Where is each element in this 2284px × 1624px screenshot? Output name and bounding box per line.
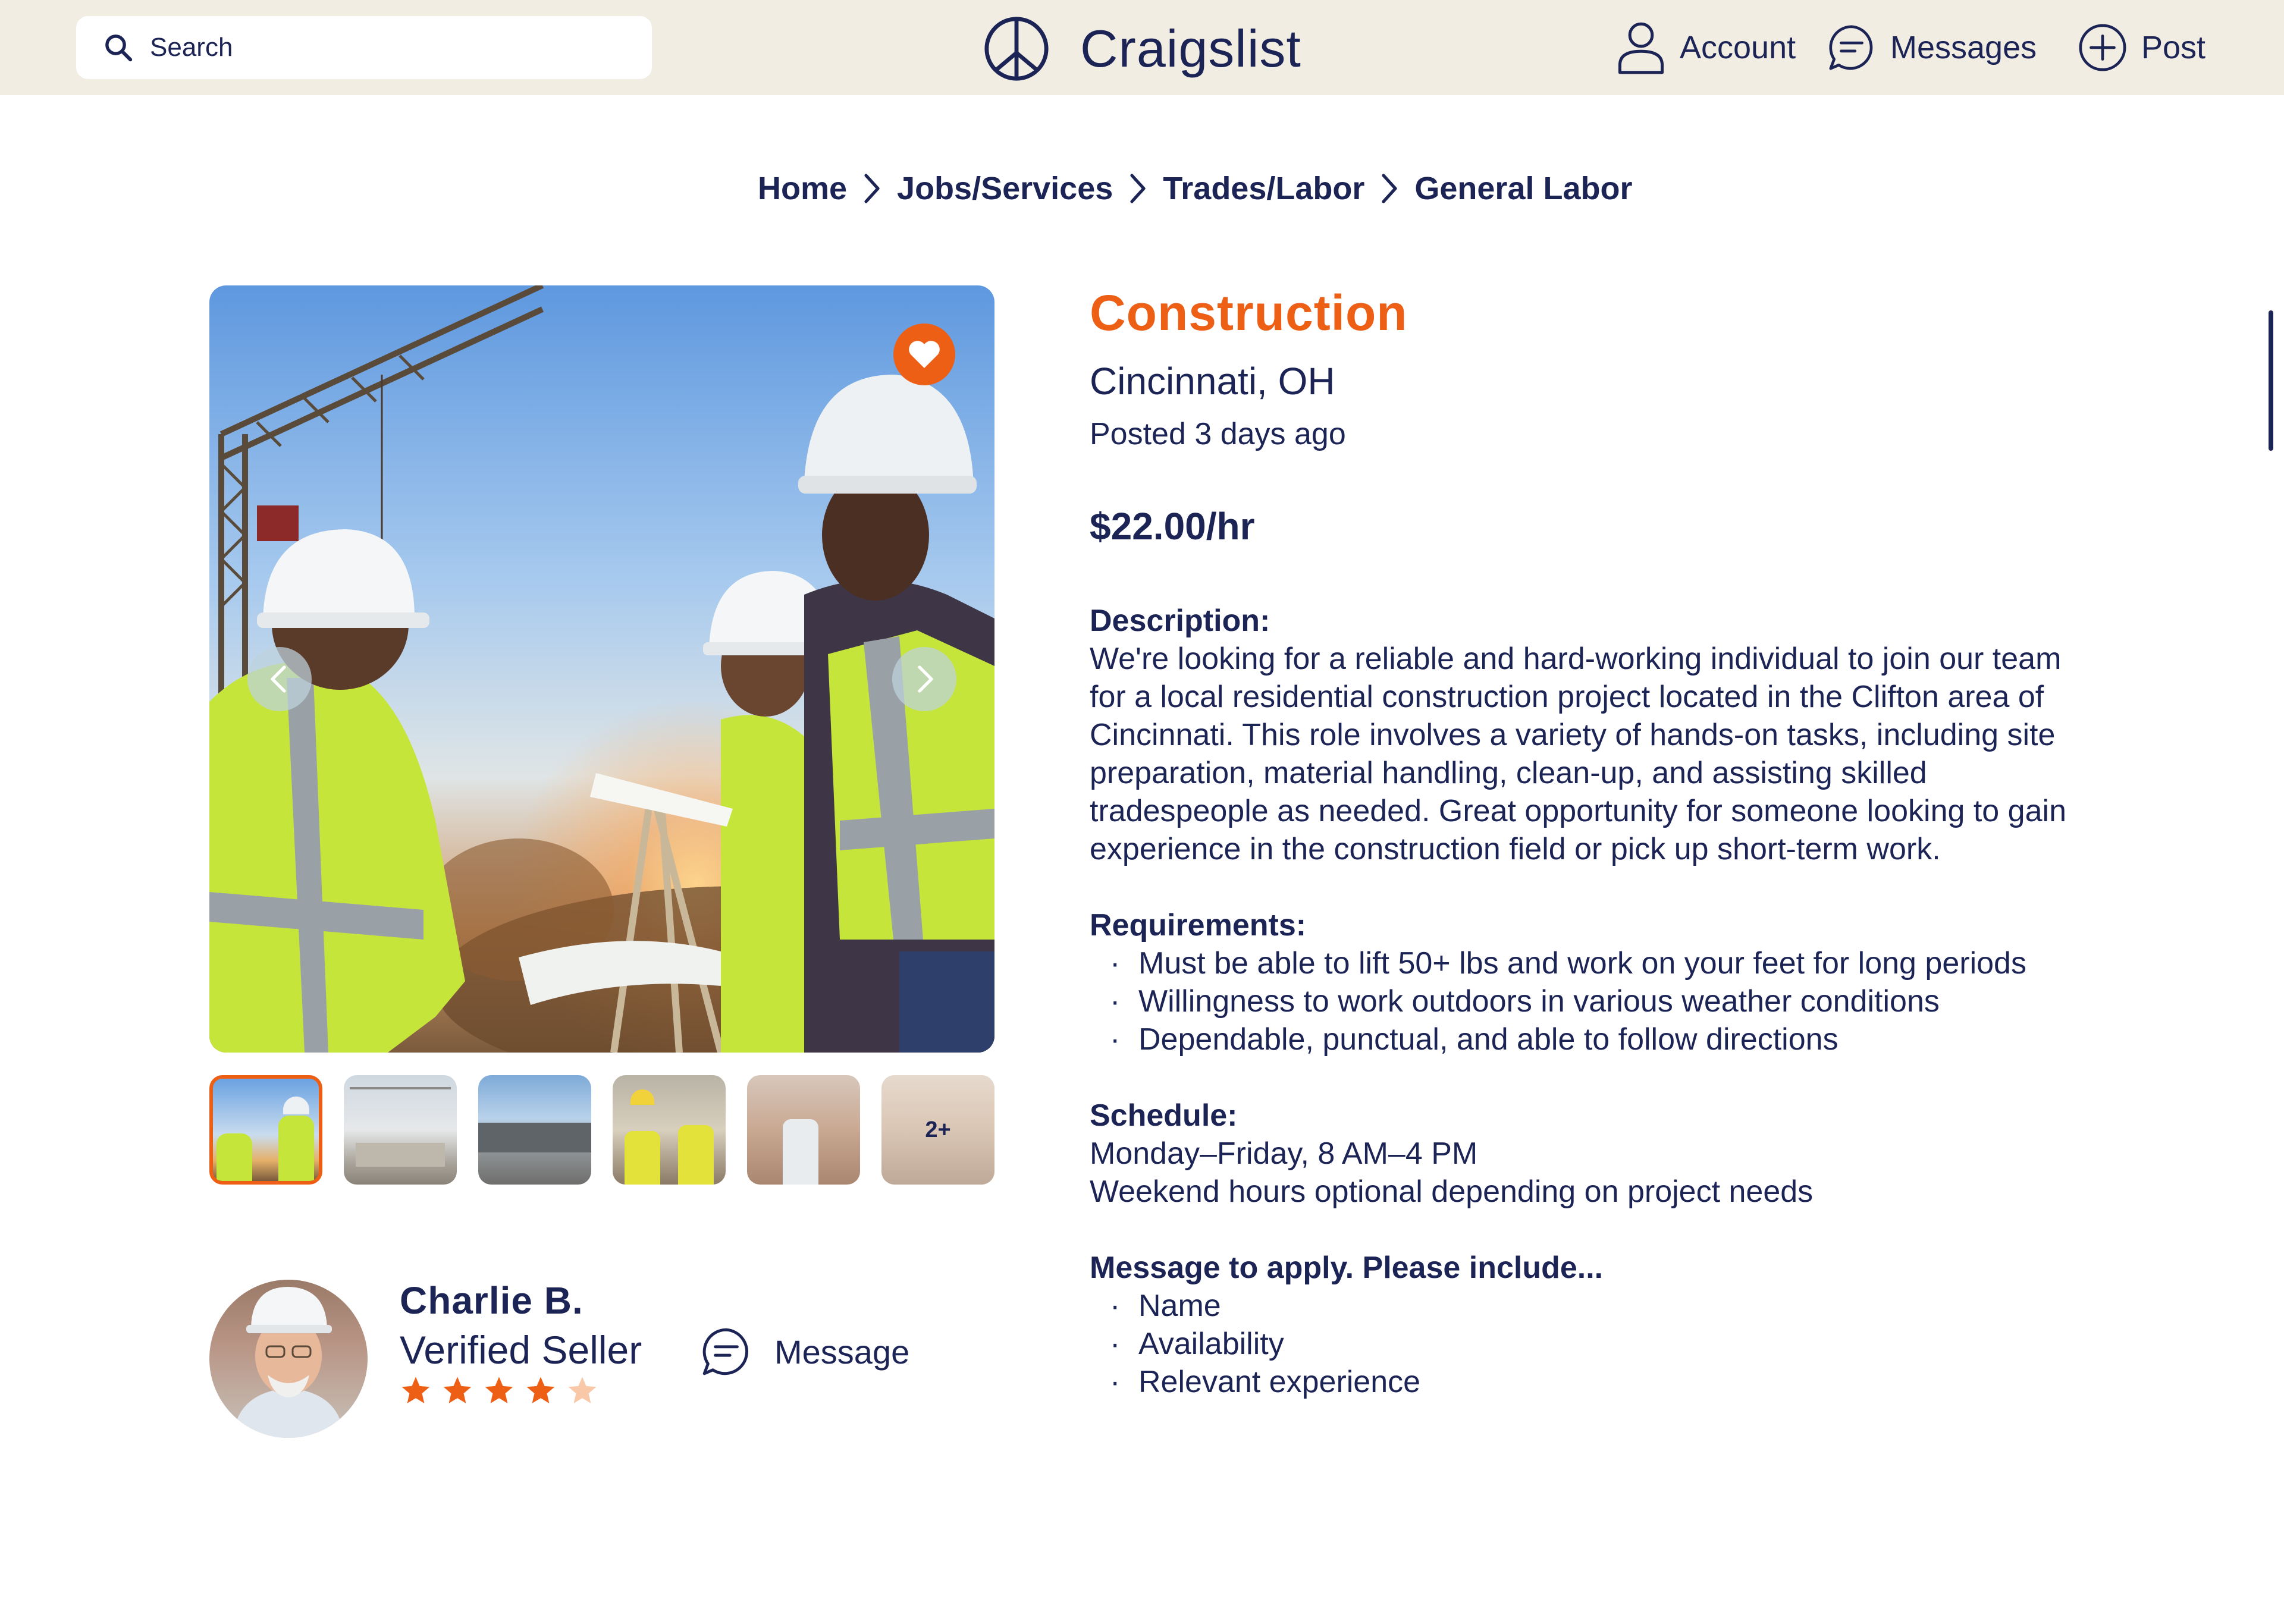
chevron-right-icon [912, 665, 936, 693]
post-label: Post [2141, 30, 2206, 65]
star-icon [483, 1375, 515, 1407]
seller-rating [400, 1375, 608, 1407]
posted-date: Posted 3 days ago [1090, 417, 1346, 451]
photo-thumbnails [209, 1075, 1016, 1185]
listing-price: $22.00/hr [1090, 505, 1255, 548]
list-item: · Willingness to work outdoors in various weather conditions [1090, 982, 2077, 1020]
next-photo-button[interactable] [892, 647, 956, 711]
list-item: · Relevant experience [1090, 1363, 2077, 1401]
list-item: · Availability [1090, 1325, 2077, 1363]
search-icon [102, 32, 134, 64]
user-icon [1615, 20, 1667, 75]
breadcrumb-home[interactable]: Home [758, 171, 848, 206]
star-icon [441, 1375, 473, 1407]
plus-circle-icon [2077, 20, 2128, 75]
list-item: · Dependable, punctual, and able to follow directions [1090, 1020, 2077, 1058]
breadcrumb-general-labor[interactable]: General Labor [1414, 171, 1633, 206]
brand-logo[interactable] [983, 13, 1301, 84]
star-icon [400, 1375, 432, 1407]
previous-photo-button[interactable] [247, 647, 312, 711]
listing-location: Cincinnati, OH [1090, 360, 1335, 403]
chat-bubble-icon [1826, 20, 1877, 75]
brand-name: Craigslist [1080, 19, 1301, 78]
thumbnail-6[interactable] [881, 1075, 994, 1185]
peace-icon [983, 15, 1050, 83]
chat-bubble-icon [699, 1325, 753, 1378]
thumbnail-2[interactable] [344, 1075, 457, 1185]
chevron-right-icon [1126, 171, 1150, 206]
requirements-list [1090, 944, 2077, 1058]
star-icon [566, 1375, 598, 1407]
chevron-right-icon [1378, 171, 1401, 206]
messages-label: Messages [1890, 30, 2037, 65]
thumbnail-5[interactable] [747, 1075, 860, 1185]
account-link[interactable] [1615, 17, 1796, 78]
heart-icon [908, 340, 941, 369]
search-box[interactable] [76, 16, 652, 79]
post-link[interactable] [2077, 17, 2205, 78]
messages-link[interactable] [1826, 17, 2037, 78]
main-listing-photo[interactable] [209, 285, 994, 1053]
breadcrumb-jobs-services[interactable]: Jobs/Services [897, 171, 1113, 206]
listing-title: Construction [1090, 285, 1408, 341]
description-heading: Description: [1090, 604, 1270, 638]
star-icon [525, 1375, 557, 1407]
more-photos-label: 2+ [881, 1075, 994, 1185]
search-input[interactable] [150, 33, 626, 62]
thumbnail-1[interactable] [209, 1075, 322, 1185]
schedule-line: Monday–Friday, 8 AM–4 PM [1090, 1136, 1478, 1171]
chevron-left-icon [268, 665, 291, 693]
list-item: · Name [1090, 1287, 2077, 1325]
schedule-heading: Schedule: [1090, 1098, 1238, 1133]
breadcrumb-trades-labor[interactable]: Trades/Labor [1163, 171, 1365, 206]
seller-status: Verified Seller [400, 1328, 642, 1372]
listing-details [1090, 602, 2077, 1401]
requirements-heading: Requirements: [1090, 908, 1307, 943]
thumbnail-4[interactable] [613, 1075, 726, 1185]
breadcrumb [758, 170, 1632, 207]
seller-name[interactable]: Charlie B. [400, 1279, 583, 1322]
message-seller-button[interactable] [699, 1325, 909, 1378]
list-item: · Must be able to lift 50+ lbs and work on your feet for long periods [1090, 944, 2077, 982]
chevron-right-icon [860, 171, 884, 206]
seller-avatar[interactable] [209, 1280, 368, 1438]
account-label: Account [1680, 30, 1796, 65]
seller-portrait [209, 1280, 368, 1438]
thumbnail-3[interactable] [478, 1075, 591, 1185]
schedule-line: Weekend hours optional depending on project needs [1090, 1174, 1814, 1209]
apply-list [1090, 1287, 2077, 1401]
description-text: We're looking for a reliable and hard-working individual to join our team for a local residential construction project located in the Clifton area of Cincinnati. This role involves a variety of hands-on tasks, including site preparation, material handling, clean-up, and assisting skilled tradespeople as needed. Great opportunity for someone looking to gain experience in the construction field or pick up short-term work. [1090, 642, 2066, 866]
top-bar [0, 0, 2284, 95]
apply-heading: Message to apply. Please include... [1090, 1251, 1604, 1285]
construction-workers-illustration [209, 285, 994, 1053]
favorite-button[interactable] [893, 323, 955, 385]
message-button-label: Message [774, 1333, 910, 1371]
page-scrollbar[interactable] [2269, 310, 2273, 451]
